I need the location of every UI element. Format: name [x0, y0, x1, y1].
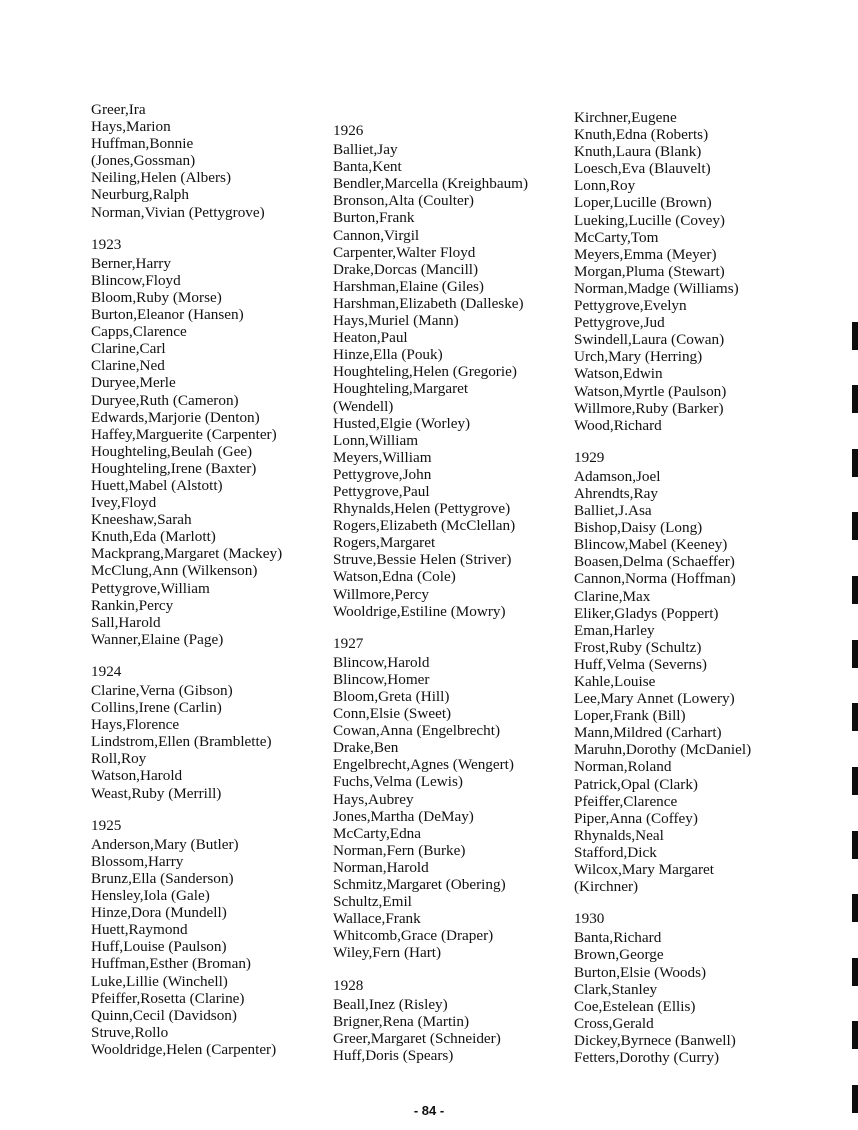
alumni-name: Brigner,Rena (Martin)	[333, 1012, 470, 1030]
alumni-name: Carpenter,Walter Floyd	[333, 243, 476, 261]
binding-edge	[850, 0, 858, 1130]
alumni-name: Duryee,Merle	[91, 374, 176, 392]
alumni-name: Huff,Doris (Spears)	[333, 1046, 454, 1064]
alumni-name: Bloom,Ruby (Morse)	[91, 288, 222, 306]
alumni-name: Collins,Irene (Carlin)	[91, 699, 222, 717]
alumni-name: Rogers,Margaret	[333, 534, 436, 552]
alumni-name: Swindell,Laura (Cowan)	[574, 331, 725, 349]
alumni-name: Huett,Raymond	[91, 921, 188, 939]
alumni-name: Blincow,Harold	[333, 653, 430, 671]
class-year-heading: 1929	[574, 448, 605, 466]
alumni-name: Lee,Mary Annet (Lowery)	[574, 690, 735, 708]
alumni-name: Whitcomb,Grace (Draper)	[333, 927, 494, 945]
alumni-name: Morgan,Pluma (Stewart)	[574, 262, 725, 280]
alumni-name: Dickey,Byrnece (Banwell)	[574, 1031, 736, 1049]
alumni-name: Ivey,Floyd	[91, 494, 157, 512]
alumni-name: Sall,Harold	[91, 613, 161, 631]
alumni-name: Wooldrige,Estiline (Mowry)	[333, 602, 506, 620]
alumni-name: Meyers,William	[333, 448, 432, 466]
alumni-name: Struve,Rollo	[91, 1023, 169, 1041]
alumni-name: Clarine,Carl	[91, 340, 166, 358]
alumni-name: Houghteling,Irene (Baxter)	[91, 459, 257, 477]
alumni-name: Cross,Gerald	[574, 1014, 654, 1032]
binding-mark	[852, 894, 858, 922]
alumni-name: Fuchs,Velma (Lewis)	[333, 773, 463, 791]
binding-mark	[852, 322, 858, 350]
alumni-name: Brunz,Ella (Sanderson)	[91, 869, 234, 887]
binding-mark	[852, 767, 858, 795]
class-year-heading: 1926	[333, 122, 364, 139]
alumni-name: Kahle,Louise	[574, 673, 656, 690]
alumni-name: Fetters,Dorothy (Curry)	[574, 1048, 720, 1066]
alumni-name: Hays,Aubrey	[333, 790, 414, 808]
alumni-name: Lonn,Roy	[574, 177, 636, 195]
alumni-name: Hensley,Iola (Gale)	[91, 887, 210, 905]
alumni-name: Watson,Edna (Cole)	[333, 568, 456, 586]
alumni-name: Lueking,Lucille (Covey)	[574, 211, 725, 229]
alumni-name: McCarty,Tom	[574, 228, 659, 246]
class-year-heading: 1924	[91, 662, 122, 680]
alumni-name: Greer,Margaret (Schneider)	[333, 1029, 501, 1047]
alumni-name: Kirchner,Eugene	[574, 109, 677, 126]
alumni-name: Frost,Ruby (Schultz)	[574, 638, 702, 656]
alumni-name: Norman,Vivian (Pettygrove)	[91, 203, 265, 221]
alumni-name: Huett,Mabel (Alstott)	[91, 476, 223, 494]
alumni-name: Hinze,Dora (Mundell)	[91, 904, 227, 922]
alumni-name: Mackprang,Margaret (Mackey)	[91, 545, 283, 563]
column-1	[91, 0, 341, 1058]
alumni-name: Houghteling,Margaret	[333, 380, 469, 398]
class-year-heading: 1928	[333, 976, 364, 994]
alumni-name: McClung,Ann (Wilkenson)	[91, 562, 258, 580]
alumni-name: Loesch,Eva (Blauvelt)	[574, 160, 711, 178]
alumni-name: Knuth,Edna (Roberts)	[574, 126, 709, 144]
alumni-name: Clark,Stanley	[574, 980, 658, 998]
alumni-name: Banta,Richard	[574, 929, 662, 947]
alumni-name: Balliet,Jay	[333, 141, 398, 159]
alumni-name: Watson,Edwin	[574, 365, 663, 383]
alumni-name: Piper,Anna (Coffey)	[574, 809, 698, 827]
alumni-name: Pfeiffer,Rosetta (Clarine)	[91, 989, 245, 1007]
alumni-name: Rhynalds,Neal	[574, 826, 664, 844]
alumni-name: Blincow,Mabel (Keeney)	[574, 536, 728, 554]
alumni-name: Heaton,Paul	[333, 329, 408, 347]
alumni-name: Quinn,Cecil (Davidson)	[91, 1006, 237, 1024]
alumni-name: Roll,Roy	[91, 750, 147, 768]
alumni-name: Cowan,Anna (Engelbrecht)	[333, 722, 501, 740]
alumni-name: Watson,Harold	[91, 767, 183, 785]
binding-mark	[852, 449, 858, 477]
alumni-name: Mann,Mildred (Carhart)	[574, 724, 722, 742]
alumni-name: Huffman,Bonnie	[91, 135, 194, 153]
alumni-name: Wilcox,Mary Margaret	[574, 861, 714, 879]
alumni-name: Houghteling,Helen (Gregorie)	[333, 363, 517, 381]
alumni-name: Rhynalds,Helen (Pettygrove)	[333, 500, 511, 518]
binding-mark	[852, 385, 858, 413]
alumni-name: Stafford,Dick	[574, 843, 657, 861]
alumni-name: Pettygrove,Jud	[574, 314, 665, 332]
binding-mark	[852, 1085, 858, 1113]
alumni-name: Lonn,William	[333, 431, 419, 449]
alumni-name: Drake,Ben	[333, 739, 399, 757]
alumni-name: Norman,Madge (Williams)	[574, 279, 739, 297]
alumni-name: Burton,Elsie (Woods)	[574, 963, 707, 981]
alumni-name: Willmore,Ruby (Barker)	[574, 399, 724, 417]
alumni-name: Edwards,Marjorie (Denton)	[91, 408, 260, 426]
binding-mark	[852, 1021, 858, 1049]
binding-mark	[852, 512, 858, 540]
alumni-name: Neiling,Helen (Albers)	[91, 169, 232, 187]
class-year-heading: 1927	[333, 634, 364, 652]
alumni-name: Weast,Ruby (Merrill)	[91, 784, 222, 802]
alumni-name: Wanner,Elaine (Page)	[91, 630, 224, 648]
alumni-name: Struve,Bessie Helen (Striver)	[333, 551, 512, 569]
alumni-name: Pettygrove,John	[333, 465, 432, 483]
binding-mark	[852, 640, 858, 668]
alumni-name: Luke,Lillie (Winchell)	[91, 972, 228, 990]
alumni-name: Bloom,Greta (Hill)	[333, 688, 450, 705]
column-3	[574, 0, 824, 1066]
alumni-name: Rogers,Elizabeth (McClellan)	[333, 517, 516, 535]
class-year-heading: 1925	[91, 816, 122, 834]
alumni-name: Capps,Clarence	[91, 323, 187, 341]
alumni-name: Adamson,Joel	[574, 467, 661, 485]
alumni-name: Balliet,J.Asa	[574, 502, 652, 520]
alumni-name: (Jones,Gossman)	[91, 152, 196, 170]
alumni-name: Norman,Harold	[333, 858, 429, 876]
alumni-name: (Wendell)	[333, 397, 394, 415]
alumni-name: McCarty,Edna	[333, 824, 422, 842]
alumni-name: Burton,Eleanor (Hansen)	[91, 306, 244, 324]
binding-mark	[852, 958, 858, 986]
alumni-name: Loper,Frank (Bill)	[574, 707, 686, 725]
alumni-name: Clarine,Max	[574, 587, 651, 605]
alumni-name: Loper,Lucille (Brown)	[574, 194, 712, 212]
alumni-name: Haffey,Marguerite (Carpenter)	[91, 425, 277, 443]
class-year-heading: 1930	[574, 910, 605, 928]
alumni-name: Ahrendts,Ray	[574, 484, 658, 502]
binding-mark	[852, 831, 858, 859]
alumni-name: Huff,Velma (Severns)	[574, 655, 707, 673]
alumni-name: Maruhn,Dorothy (McDaniel)	[574, 741, 752, 759]
alumni-name: Blincow,Homer	[333, 670, 430, 688]
alumni-name: Patrick,Opal (Clark)	[574, 775, 698, 793]
alumni-name: Engelbrecht,Agnes (Wengert)	[333, 756, 514, 774]
alumni-name: Husted,Elgie (Worley)	[333, 414, 471, 432]
alumni-name: Drake,Dorcas (Mancill)	[333, 260, 479, 278]
alumni-name: Kneeshaw,Sarah	[91, 511, 192, 529]
alumni-name: Conn,Elsie (Sweet)	[333, 705, 452, 723]
page-number: - 84 -	[413, 1103, 445, 1118]
alumni-name: Wiley,Fern (Hart)	[333, 944, 442, 962]
alumni-name: Pettygrove,Evelyn	[574, 297, 687, 315]
alumni-name: Beall,Inez (Risley)	[333, 995, 448, 1013]
alumni-name: Blincow,Floyd	[91, 271, 181, 289]
alumni-name: Huffman,Esther (Broman)	[91, 955, 251, 973]
alumni-name: Duryee,Ruth (Cameron)	[91, 391, 239, 409]
alumni-name: Wood,Richard	[574, 416, 662, 434]
alumni-name: Urch,Mary (Herring)	[574, 348, 703, 366]
binding-mark	[852, 703, 858, 731]
alumni-name: Berner,Harry	[91, 254, 171, 272]
alumni-name: Boasen,Delma (Schaeffer)	[574, 553, 735, 571]
alumni-name: Harshman,Elizabeth (Dalleske)	[333, 294, 524, 312]
alumni-name: (Kirchner)	[574, 878, 639, 896]
class-year-heading: 1923	[91, 235, 122, 253]
alumni-name: Coe,Estelean (Ellis)	[574, 997, 696, 1015]
alumni-name: Eman,Harley	[574, 621, 655, 639]
alumni-name: Rankin,Percy	[91, 596, 174, 614]
alumni-name: Jones,Martha (DeMay)	[333, 807, 474, 825]
alumni-name: Bendler,Marcella (Kreighbaum)	[333, 175, 529, 193]
alumni-name: Huff,Louise (Paulson)	[91, 938, 227, 956]
alumni-name: Harshman,Elaine (Giles)	[333, 277, 484, 295]
alumni-name: Hays,Marion	[91, 118, 171, 136]
alumni-name: Schmitz,Margaret (Obering)	[333, 876, 506, 894]
alumni-name: Schultz,Emil	[333, 893, 412, 911]
alumni-name: Cannon,Norma (Hoffman)	[574, 570, 736, 588]
alumni-name: Pettygrove,Paul	[333, 482, 430, 500]
alumni-name: Neurburg,Ralph	[91, 186, 189, 204]
alumni-name: Burton,Frank	[333, 209, 415, 227]
alumni-name: Hays,Florence	[91, 716, 180, 734]
alumni-name: Knuth,Laura (Blank)	[574, 143, 702, 161]
alumni-name: Pettygrove,William	[91, 579, 210, 597]
alumni-name: Hays,Muriel (Mann)	[333, 312, 459, 330]
alumni-name: Pfeiffer,Clarence	[574, 792, 678, 810]
alumni-name: Cannon,Virgil	[333, 226, 420, 244]
alumni-name: Norman,Fern (Burke)	[333, 841, 466, 859]
alumni-name: Watson,Myrtle (Paulson)	[574, 382, 727, 400]
alumni-name: Brown,George	[574, 946, 664, 964]
alumni-name: Norman,Roland	[574, 758, 672, 776]
alumni-name: Willmore,Percy	[333, 585, 429, 603]
alumni-name: Banta,Kent	[333, 158, 402, 176]
alumni-name: Lindstrom,Ellen (Bramblette)	[91, 733, 272, 751]
alumni-name: Greer,Ira	[91, 101, 146, 118]
alumni-name: Clarine,Verna (Gibson)	[91, 682, 233, 699]
alumni-name: Eliker,Gladys (Poppert)	[574, 604, 719, 622]
alumni-name: Meyers,Emma (Meyer)	[574, 245, 717, 263]
alumni-name: Blossom,Harry	[91, 852, 184, 870]
alumni-name: Hinze,Ella (Pouk)	[333, 346, 443, 364]
binding-mark	[852, 576, 858, 604]
alumni-name: Knuth,Eda (Marlott)	[91, 528, 216, 546]
column-2	[333, 0, 583, 1064]
alumni-name: Anderson,Mary (Butler)	[91, 835, 239, 853]
alumni-name: Wooldridge,Helen (Carpenter)	[91, 1040, 277, 1058]
alumni-name: Bishop,Daisy (Long)	[574, 519, 703, 537]
alumni-name: Clarine,Ned	[91, 357, 165, 375]
alumni-name: Houghteling,Beulah (Gee)	[91, 442, 253, 460]
alumni-name: Wallace,Frank	[333, 910, 421, 928]
alumni-name: Bronson,Alta (Coulter)	[333, 192, 474, 210]
